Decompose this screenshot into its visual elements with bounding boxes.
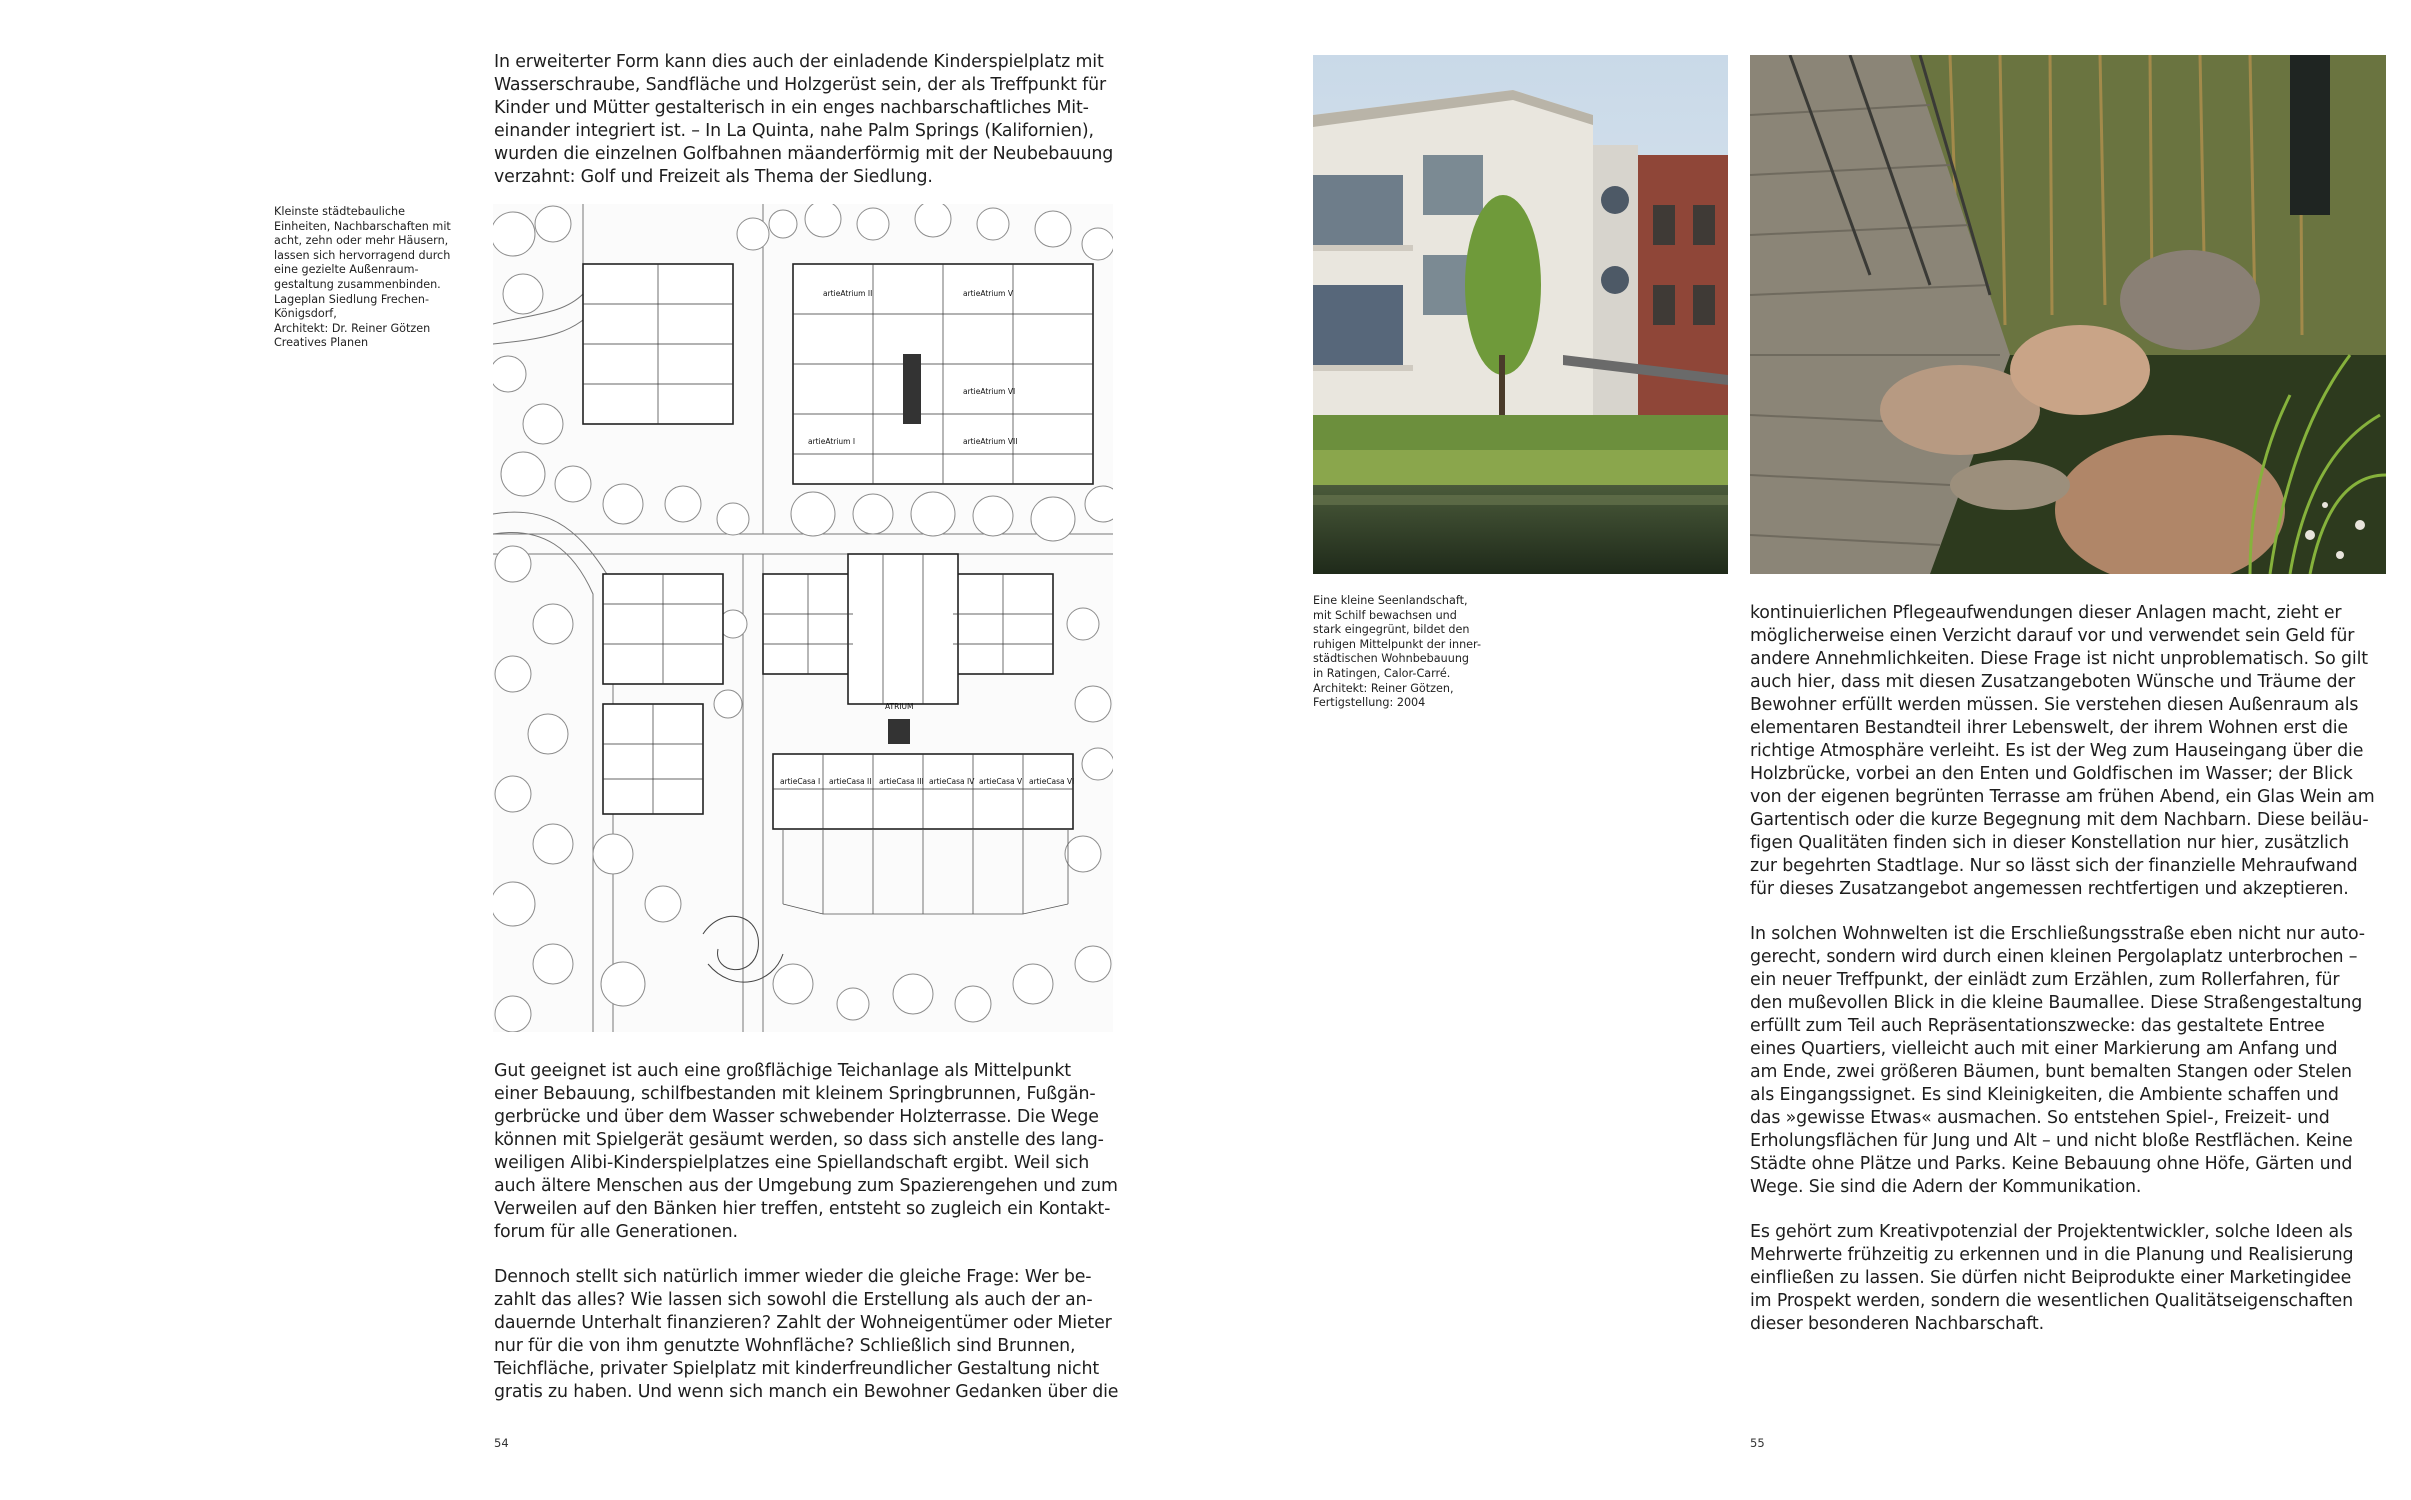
tree-canopy: [955, 986, 991, 1022]
photo-caption: Eine kleine Seenlandschaft, mit Schilf bewachsen und stark eingegrünt, bildet den ruhigen Mittelpunkt der inner- städtischen Wohnbebauung in Ratingen, Calor-Carré. Architekt: Reiner Götzen, Fertigstellung: 2004: [1313, 594, 1481, 710]
tree-canopy: [893, 974, 933, 1014]
tree-canopy: [501, 452, 545, 496]
site-plan-figure: [493, 204, 1113, 1032]
right-paragraph-1: kontinuierlichen Pflegeaufwendungen dieser Anlagen macht, zieht er möglicherweise einen Verzicht darauf vor und verwendet sein Geld für andere Annehmlichkeiten. Diese Frage ist nicht unproblematisch. So gilt auch hier, dass mit diesen Zusatzangeboten Wünsche und Träume der Bewohner erfüllt werden müssen. Sie verstehen diesen Außenraum als elementaren Bestandteil ihrer Lebenswelt, der ihrem Wohnen erst die richtige Atmosphäre verleiht. Es ist der Weg zum Hauseingang über die Holzbrücke, vorbei an den Enten und Goldfischen im Wasser; der Blick von der eigenen begrünten Terrasse am frühen Abend, ein Glas Wein am Gartentisch oder die kurze Begegnung mit dem Nachbarn. Diese beiläu- figen Qualitäten finden sich in dieser Konstellation nur hier, zusätzlich zur begehrten Stadtlage. Nur so lässt sich der finanzielle Mehraufwand für dieses Zusatzangebot angemessen rechtfertigen und akzeptieren.: [1750, 603, 2375, 899]
tree-canopy: [1067, 608, 1099, 640]
tree-canopy: [495, 656, 531, 692]
tree-canopy: [769, 210, 797, 238]
site-plan-caption: Kleinste städtebauliche Einheiten, Nachbarschaften mit acht, zehn oder mehr Häusern, lassen sich hervorragend durch eine gezielte Außenraum- gestaltung zusammenbinden. Lageplan Siedlung Frechen- Königsdorf, Architekt: Dr. Reiner Götzen Creatives Planen: [274, 205, 451, 350]
right-paragraph-2: In solchen Wohnwelten ist die Erschließungsstraße eben nicht nur auto- gerecht, sondern wird durch einen kleinen Pergolaplatz unterbrochen – ein neuer Treffpunkt, der einlädt zum Erzählen, zum Rollerfahren, für den mußevollen Blick in die kleine Baumallee. Diese Straßengestaltung erfüllt zum Teil auch Repräsentationszwecke: das gestaltete Entree eines Quartiers, vielleicht auch mit einer Markierung am Anfang und am Ende, zwei größeren Bäumen, bunt bemalten Stangen oder Stelen als Eingangssignet. Es sind Kleinigkeiten, die Ambiente schaffen und das »gewisse Etwas« ausmachen. So entstehen Spiel-, Freizeit- und Erholungsflächen für Jung und Alt – und nicht bloße Restflächen. Keine Städte ohne Plätze und Parks. Keine Bebauung ohne Höfe, Gärten und Wege. Sie sind die Adern der Kommunikation.: [1750, 924, 2365, 1197]
intro-paragraph: In erweiterter Form kann dies auch der einladende Kinderspielplatz mit Wasserschraube, Sandfläche und Holzgerüst sein, der als Treffpunkt für Kinder und Mütter gestalterisch in ein enges nachbarschaftliches Mit- einander integriert ist. – In La Quinta, nahe Palm Springs (Kalifornien), wurden die einzelnen Golfbahnen mäanderförmig mit der Neubebauung verzahnt: Golf und Freizeit als Thema der Siedlung.: [494, 52, 1114, 187]
tree-canopy: [1075, 686, 1111, 722]
tree-canopy: [493, 356, 526, 392]
tree-canopy: [493, 212, 535, 256]
label-casa-5: artieCasa V: [979, 777, 1023, 786]
label-casa-1: artieCasa I: [780, 777, 821, 786]
photo-building-lake: [1313, 55, 1728, 574]
tree-canopy: [717, 503, 749, 535]
tree-canopy: [665, 486, 701, 522]
tree-canopy: [503, 274, 543, 314]
label-atrium-6: artieAtrium VI: [963, 387, 1016, 396]
label-casa-2: artieCasa II: [829, 777, 872, 786]
tree-canopy: [853, 494, 893, 534]
tree-canopy: [495, 776, 531, 812]
tree-canopy: [493, 882, 535, 926]
tree-canopy: [601, 962, 645, 1006]
tree-canopy: [857, 208, 889, 240]
tree-canopy: [915, 204, 951, 237]
tree-canopy: [973, 496, 1013, 536]
page-number-right: 55: [1750, 1436, 1765, 1450]
label-atrium-center: ATRIUM: [885, 702, 914, 711]
tree-canopy: [805, 204, 841, 237]
tree-canopy: [1082, 228, 1113, 260]
label-casa-3: artieCasa III: [879, 777, 924, 786]
tree-canopy: [555, 466, 591, 502]
tree-canopy: [495, 996, 531, 1032]
tree-canopy: [1013, 964, 1053, 1004]
tree-canopy: [495, 546, 531, 582]
photo-boardwalk-stones-image: [1750, 55, 2386, 574]
tree-canopy: [977, 208, 1009, 240]
left-paragraph-2: Gut geeignet ist auch eine großflächige Teichanlage als Mittelpunkt einer Bebauung, schilfbestanden mit kleinem Springbrunnen, Fußgän- gerbrücke und über dem Wasser schwebender Holzterrasse. Die Wege können mit Spielgerät gesäumt werden, so dass sich anstelle des lang- weiligen Alibi-Kinderspielplatzes eine Spiellandschaft ergibt. Weil sich auch ältere Menschen aus der Umgebung zum Spazierengehen und zum Verweilen auf den Bänken hier treffen, entsteht so zugleich ein Kontakt- forum für alle Generationen.: [494, 1061, 1118, 1242]
tree-canopy: [737, 218, 769, 250]
site-plan-drawing: [493, 204, 1113, 1032]
photo-boardwalk-stones: [1750, 55, 2386, 574]
tree-canopy: [593, 834, 633, 874]
left-intro-text: [494, 51, 1124, 211]
label-atrium-5: artieAtrium V: [963, 289, 1013, 298]
label-atrium-2: artieAtrium II: [823, 289, 873, 298]
tree-canopy: [533, 944, 573, 984]
tree-canopy: [911, 492, 955, 536]
tree-canopy: [791, 492, 835, 536]
tree-canopy: [773, 964, 813, 1004]
photo-building-lake-image: [1313, 55, 1728, 574]
tree-canopy: [837, 988, 869, 1020]
tree-canopy: [535, 206, 571, 242]
right-body-text: [1750, 602, 2390, 1358]
label-atrium-7: artieAtrium VII: [963, 437, 1018, 446]
tree-canopy: [714, 690, 742, 718]
tree-canopy: [528, 714, 568, 754]
tree-canopy: [1075, 946, 1111, 982]
tree-canopy: [1065, 836, 1101, 872]
right-paragraph-3: Es gehört zum Kreativpotenzial der Projektentwickler, solche Ideen als Mehrwerte frühzeitig zu erkennen und in die Planung und Realisierung einfließen zu lassen. Sie dürfen nicht Beiprodukte einer Marketingidee im Prospekt werden, sondern die wesentlichen Qualitätseigenschaften dieser besonderen Nachbarschaft.: [1750, 1222, 2354, 1334]
tree-canopy: [1035, 211, 1071, 247]
tree-canopy: [1031, 497, 1075, 541]
tree-canopy: [603, 484, 643, 524]
tree-canopy: [533, 824, 573, 864]
page-number-left: 54: [494, 1436, 509, 1450]
label-atrium-1: artieAtrium I: [808, 437, 856, 446]
left-paragraph-3: Dennoch stellt sich natürlich immer wieder die gleiche Frage: Wer be- zahlt das alles? Wie lassen sich sowohl die Erstellung als auch der an- dauernde Unterhalt finanzieren? Zahlt der Wohneigentümer oder Mieter nur für die von ihm genutzte Wohnfläche? Schließlich sind Brunnen, Teichfläche, privater Spielplatz mit kinderfreundlicher Gestaltung nicht gratis zu haben. Und wenn sich manch ein Bewohner Gedanken über die: [494, 1267, 1119, 1402]
left-body-text: [494, 1060, 1134, 1426]
label-casa-4: artieCasa IV: [929, 777, 975, 786]
tree-canopy: [1082, 748, 1113, 780]
tree-canopy: [533, 604, 573, 644]
tree-canopy: [645, 886, 681, 922]
tree-canopy: [523, 404, 563, 444]
label-casa-6: artieCasa VI: [1029, 777, 1075, 786]
